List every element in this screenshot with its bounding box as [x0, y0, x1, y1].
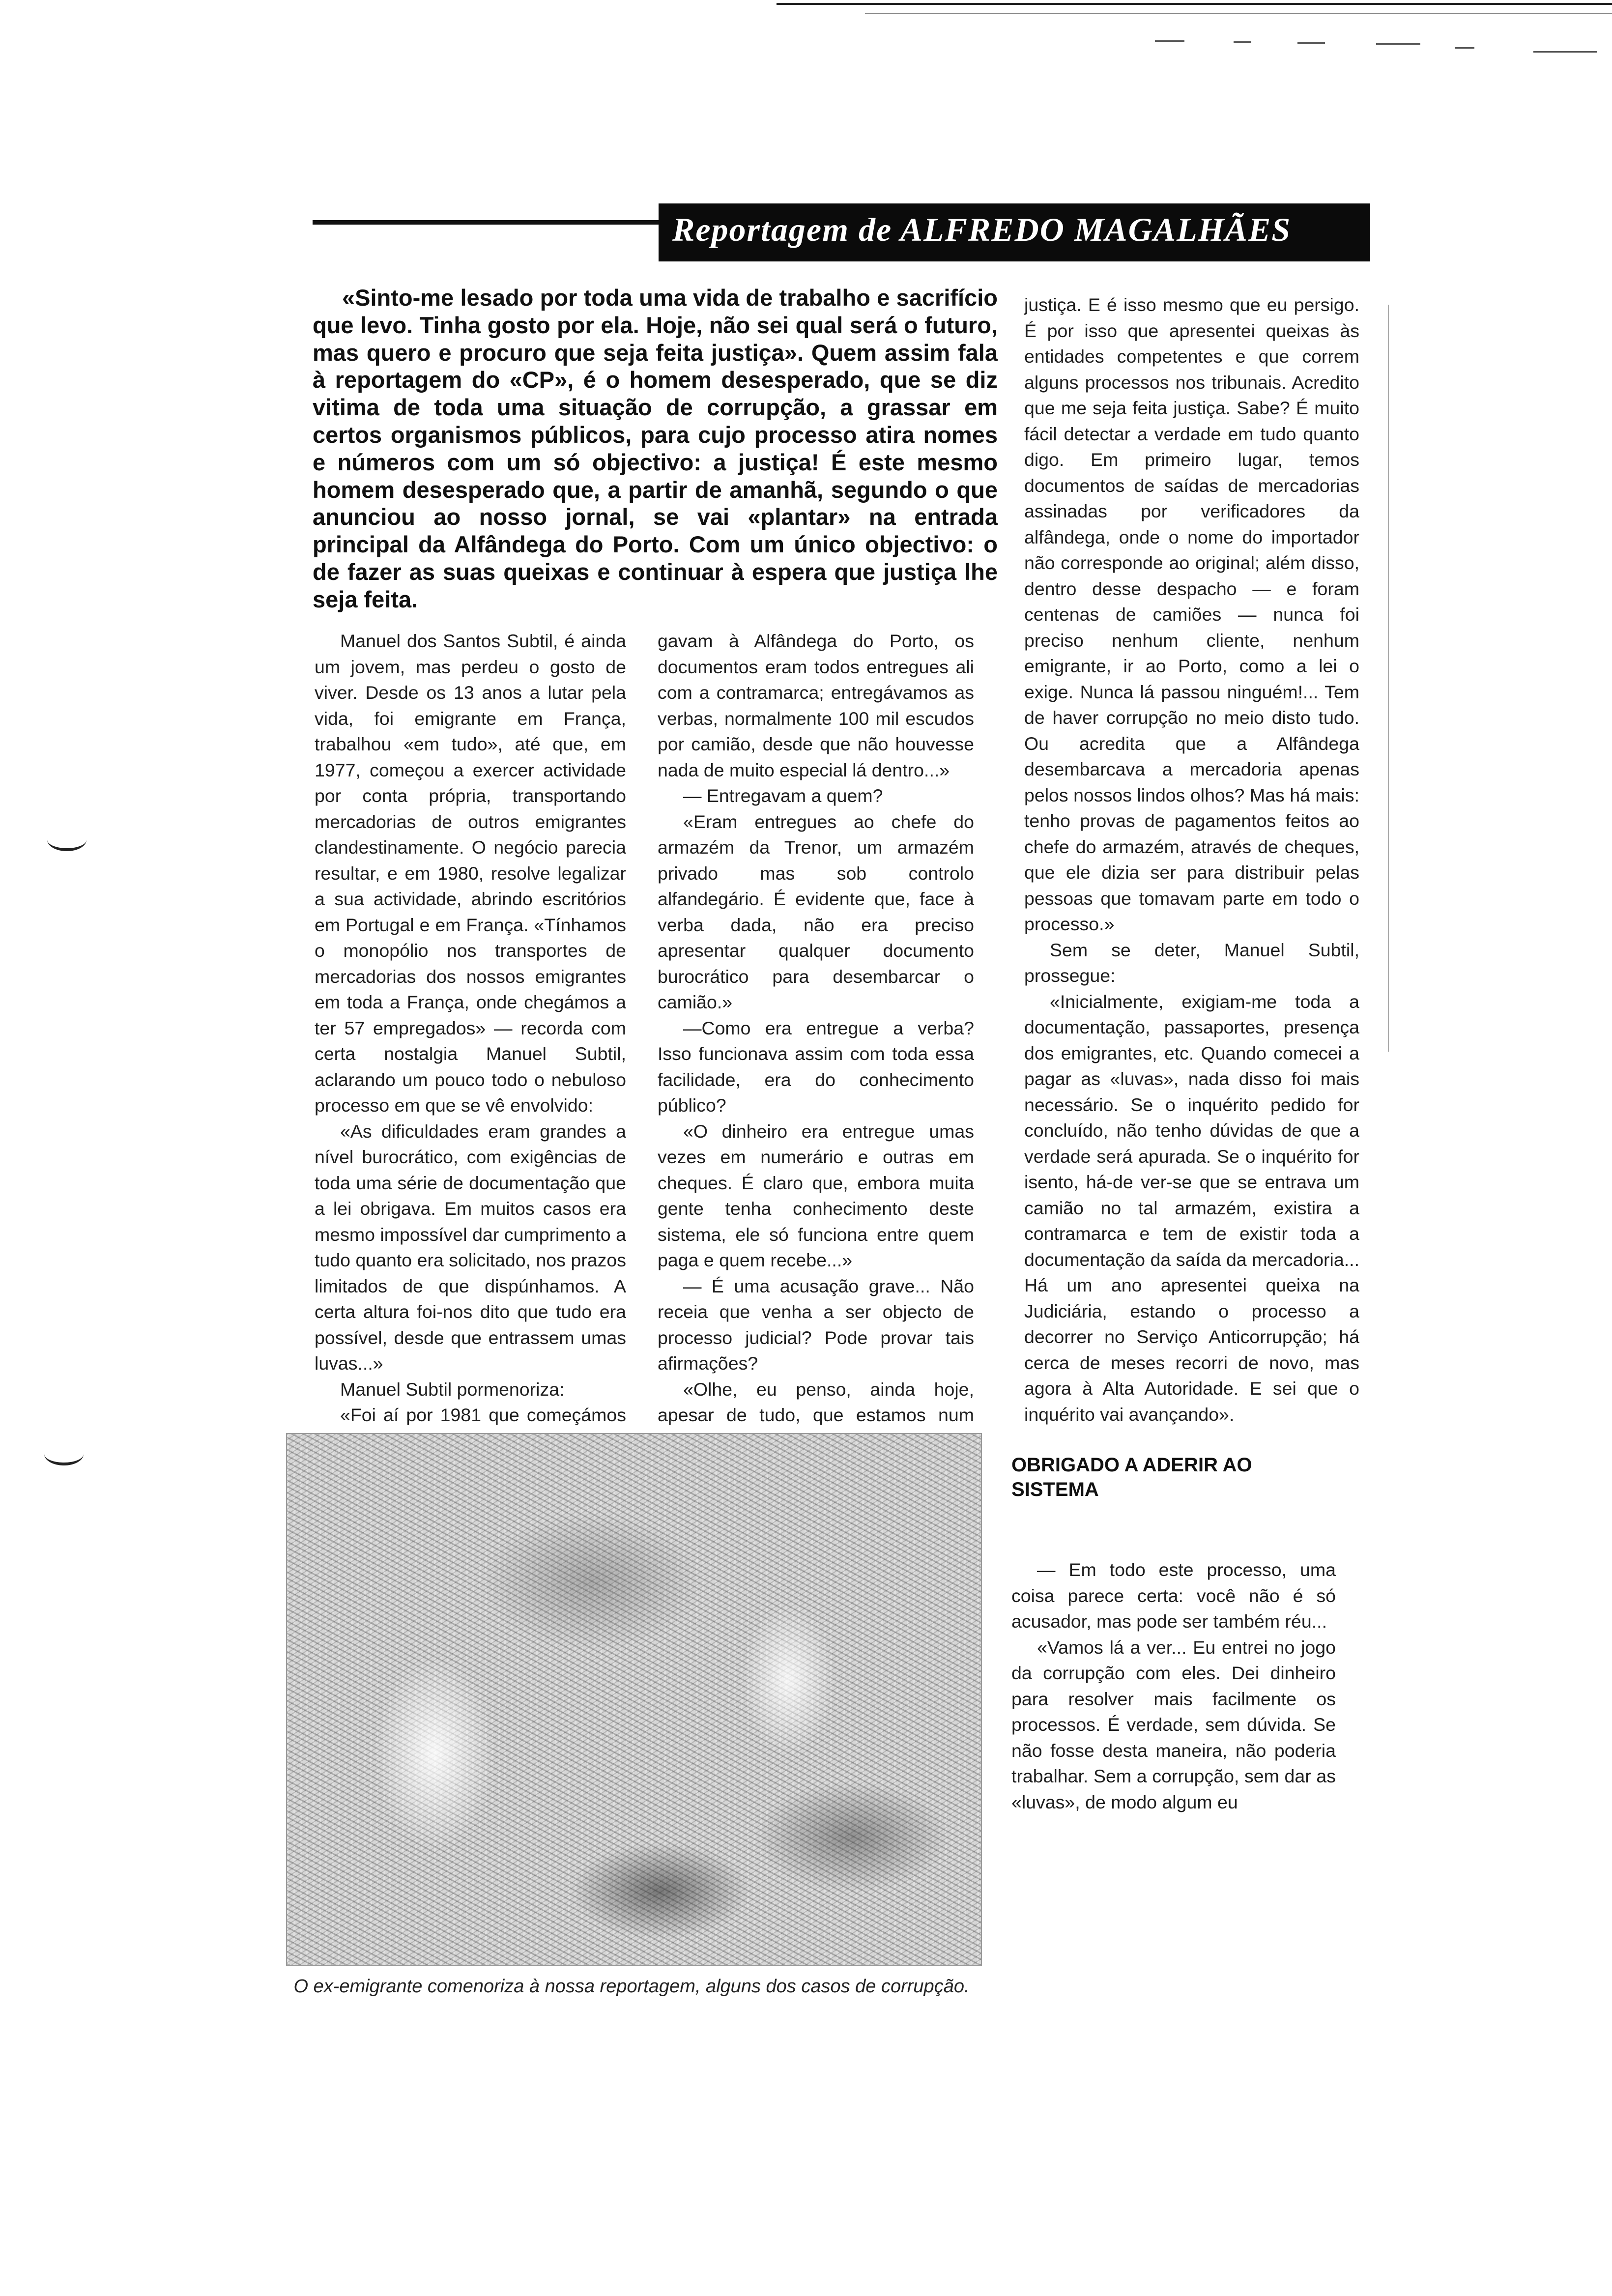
body-paragraph: «Foi aí por 1981 que começámos: [340, 1405, 626, 1425]
body-paragraph: Manuel Subtil pormenoriza:: [340, 1378, 565, 1400]
scan-speck: [1234, 41, 1251, 43]
body-column-2: [658, 628, 974, 1480]
scan-speck: [1376, 43, 1420, 45]
body-paragraph: «Olhe, eu penso, ainda hoje, apesar de tudo, que estamos num: [658, 1378, 974, 1425]
body-paragraph: Sem se deter, Manuel Subtil, prossegue:: [1024, 939, 1359, 986]
body-paragraph: «As dificuldades eram grandes a nível burocrático, com exigências de toda uma série de documentação que a lei obrigava. Em muitos casos era mesmo impossível dar cumprimento a tudo quanto era solicitado, nos prazos limitados de que dispúnhamos. A certa altura foi-nos dito que tudo era possível, desde que entrassem umas luvas...»: [315, 1120, 626, 1374]
scan-edge-line: [777, 3, 1612, 5]
scan-edge-line: [1388, 305, 1389, 1052]
lead-paragraph: «Sinto-me lesado por toda uma vida de trabalho e sacrifício que levo. Tinha gosto por ela. Hoje, não sei qual será o futuro, mas quero e procuro que seja feita justiça». Quem assim fala à reportagem do «CP», é o homem desesperado, que se diz vitima de toda uma situação de corrupção, a grassar em certos organismos públicos, para cujo processo atira nomes e números com um só objectivo: a justiça! É este mesmo homem desesperado que, a partir de amanhã, segundo o que anunciou ao nosso jornal, se vai «plantar» na entrada principal da Alfândega do Porto. Com um único objectivo: o de fazer as suas queixas e continuar à espera que justiça lhe seja feita.: [313, 285, 998, 612]
body-paragraph: — É uma acusação grave... Não receia que venha a ser objecto de processo judicial? Pode provar tais afirmações?: [658, 1275, 974, 1374]
body-paragraph: «O dinheiro era entregue umas vezes em numerário e outras em cheques. É claro que, embora muita gente tenha conhecimento deste sistema, ele só funciona entre quem paga e quem recebe...»: [658, 1120, 974, 1270]
byline-banner: Reportagem de ALFREDO MAGALHÃES: [659, 203, 1370, 261]
body-column-1: [315, 628, 626, 1454]
body-column-4: [1011, 1557, 1336, 1815]
scan-speck: [1297, 42, 1325, 44]
body-paragraph: justiça. E é isso mesmo que eu persigo. É por isso que apresentei queixas às entidades competentes e que correm alguns processos nos tribunais. Acredito que me seja feita justiça. Sabe? É muito fácil detectar a verdade em tudo quanto digo. Em primeiro lugar, temos documentos de saídas de mercadorias assinadas por verificadores da alfândega, onde o nome do importador não corresponde ao original; além disso, dentro desse despacho — e foram centenas de camiões — nunca foi preciso nenhum cliente, nenhum emigrante, ir ao Porto, como a lei o exige. Nunca lá passou ninguém!... Tem de haver corrupção no meio disto tudo. Ou acredita que a Alfândega desembarcava a mercadoria apenas pelos nossos lindos olhos? Mas há mais: tenho provas de pagamentos feitos ao chefe do armazém, através de cheques, que ele dizia ser para distribuir pelas pessoas que tomavam parte em todo o processo.»: [1024, 294, 1359, 934]
binder-hole-mark: [44, 1443, 84, 1465]
article-photo: [287, 1434, 981, 1965]
body-paragraph: «Eram entregues ao chefe do armazém da Trenor, um armazém privado mas sob controlo alfandegário. É evidente que, face à verba dada, não era preciso apresentar qualquer documento burocrático para desembarcar o camião.»: [658, 811, 974, 1012]
photo-caption: O ex-emigrante comenoriza à nossa reportagem, alguns dos casos de corrupção.: [293, 1976, 970, 1997]
body-paragraph: «Inicialmente, exigiam-me toda a documentação, passaportes, presença dos emigrantes, etc. Quando comecei a pagar as «luvas», nada disso foi mais necessário. Se o inquérito pedido for concluído, não tenho dúvidas de que a verdade será apurada. Se o inquérito for isento, há-de ver-se que se entrava um camião no tal armazém, existira a contramarca e tem de existir toda a documentação da saída da mercadoria... Há um ano apresentei queixa na Judiciária, estando o processo a decorrer no Serviço Anticorrupção; há cerca de meses recorri de novo, mas agora à Alta Autoridade. E sei que o inquérito vai avançando».: [1024, 991, 1359, 1425]
scan-speck: [1533, 51, 1597, 53]
scan-speck: [1455, 47, 1474, 49]
scan-speck: [1155, 40, 1184, 42]
body-paragraph: «Vamos lá a ver... Eu entrei no jogo da corrupção com eles. Dei dinheiro para resolver mais facilmente os processos. É verdade, sem dúvida. Se não fosse desta maneira, não poderia trabalhar. Sem a corrupção, sem dar as «luvas», de modo algum eu: [1011, 1636, 1336, 1812]
body-paragraph: —Como era entregue a verba? Isso funcionava assim com toda essa facilidade, era do conhecimento público?: [658, 1017, 974, 1116]
body-column-3: [1024, 292, 1359, 1427]
heading-rule: [313, 220, 666, 225]
scan-edge-line: [865, 13, 1612, 14]
body-paragraph: — Em todo este processo, uma coisa parece certa: você não é só acusador, mas pode ser também réu...: [1011, 1559, 1336, 1632]
subheading: OBRIGADO A ADERIR AO SISTEMA: [1011, 1454, 1252, 1500]
binder-hole-mark: [47, 829, 86, 851]
body-paragraph: gavam à Alfândega do Porto, os documentos eram todos entregues ali com a contramarca; entregávamos as verbas, normalmente 100 mil escudos por camião, desde que não houvesse nada de muito especial lá dentro...»: [658, 631, 974, 780]
body-paragraph: Manuel dos Santos Subtil, é ainda um jovem, mas perdeu o gosto de viver. Desde os 13 anos a lutar pela vida, foi emigrante em França, trabalhou «em tudo», até que, em 1977, começou a exercer actividade por conta própria, transportando mercadorias de outros emigrantes clandestinamente. O negócio parecia resultar, e em 1980, resolve legalizar a sua actividade, abrindo escritórios em Portugal e em França. «Tínhamos o monopólio nos transportes de mercadorias dos nossos emigrantes em toda a França, onde chegámos a ter 57 empregados» — recorda com certa nostalgia Manuel Subtil, aclarando um pouco todo o nebuloso processo em que se vê envolvido:: [315, 631, 626, 1116]
body-paragraph: — Entregavam a quem?: [683, 785, 883, 806]
